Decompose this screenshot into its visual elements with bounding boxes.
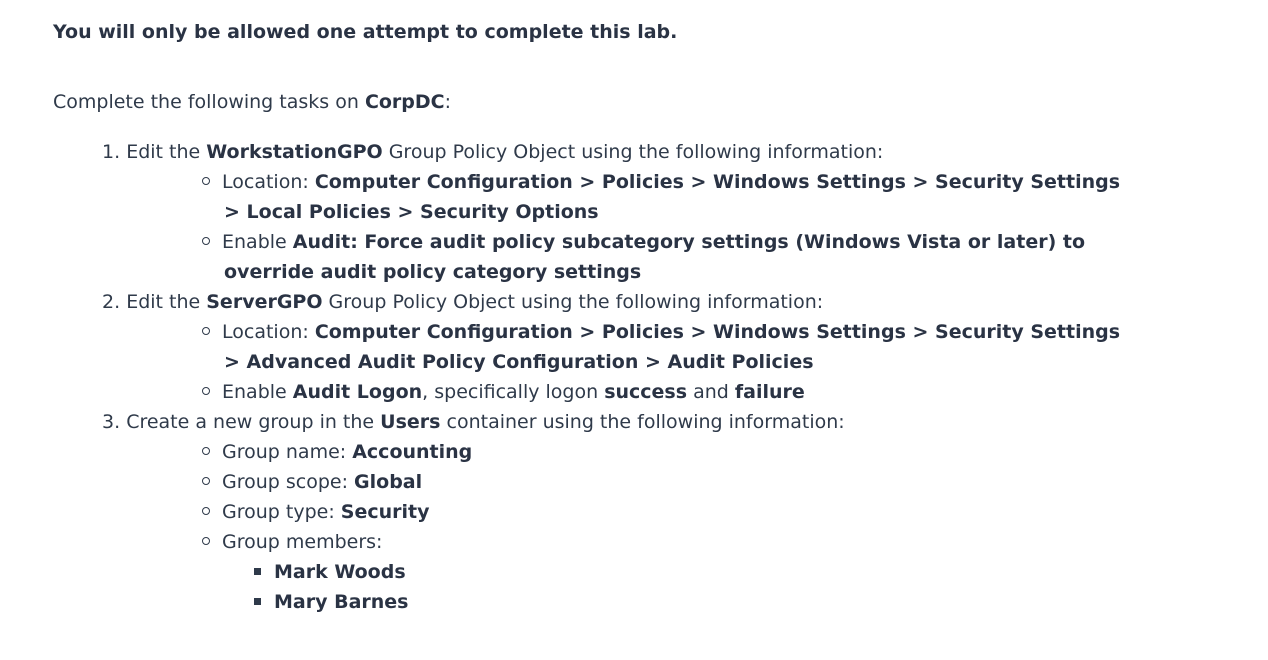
intro-text: Complete the following tasks on CorpDC: — [53, 91, 452, 113]
task-2: 2. Edit the ServerGPO Group Policy Object using the following information: — [102, 291, 824, 313]
circle-bullet-icon — [202, 387, 210, 395]
task-1-enable: Enable Audit: Force audit policy subcategory settings (Windows Vista or later) to — [202, 227, 1085, 257]
task-1: 1. Edit the WorkstationGPO Group Policy Object using the following information: — [102, 141, 884, 163]
circle-bullet-icon — [202, 327, 210, 335]
task-2-location-cont: > Advanced Audit Policy Configuration > Audit Policies — [224, 351, 814, 373]
square-bullet-icon — [254, 568, 261, 575]
task-3: 3. Create a new group in the Users container using the following information: — [102, 411, 845, 433]
circle-bullet-icon — [202, 447, 210, 455]
circle-bullet-icon — [202, 237, 210, 245]
circle-bullet-icon — [202, 537, 210, 545]
task-1-location-cont: > Local Policies > Security Options — [224, 201, 599, 223]
task-3-group-type: Group type: Security — [202, 497, 430, 527]
member-item: Mary Barnes — [254, 587, 409, 617]
member-item: Mark Woods — [254, 557, 406, 587]
circle-bullet-icon — [202, 507, 210, 515]
task-2-location: Location: Computer Configuration > Policies > Windows Settings > Security Settings — [202, 317, 1120, 347]
task-3-group-scope: Group scope: Global — [202, 467, 422, 497]
task-2-enable: Enable Audit Logon, specifically logon success and failure — [202, 377, 805, 407]
attempt-notice: You will only be allowed one attempt to complete this lab. — [53, 21, 678, 43]
host-name: CorpDC — [364, 91, 445, 113]
circle-bullet-icon — [202, 177, 210, 185]
circle-bullet-icon — [202, 477, 210, 485]
task-1-location: Location: Computer Configuration > Policies > Windows Settings > Security Settings — [202, 167, 1120, 197]
task-3-group-members: Group members: — [202, 527, 382, 557]
task-1-enable-cont: override audit policy category settings — [224, 261, 642, 283]
square-bullet-icon — [254, 598, 261, 605]
task-3-group-name: Group name: Accounting — [202, 437, 472, 467]
